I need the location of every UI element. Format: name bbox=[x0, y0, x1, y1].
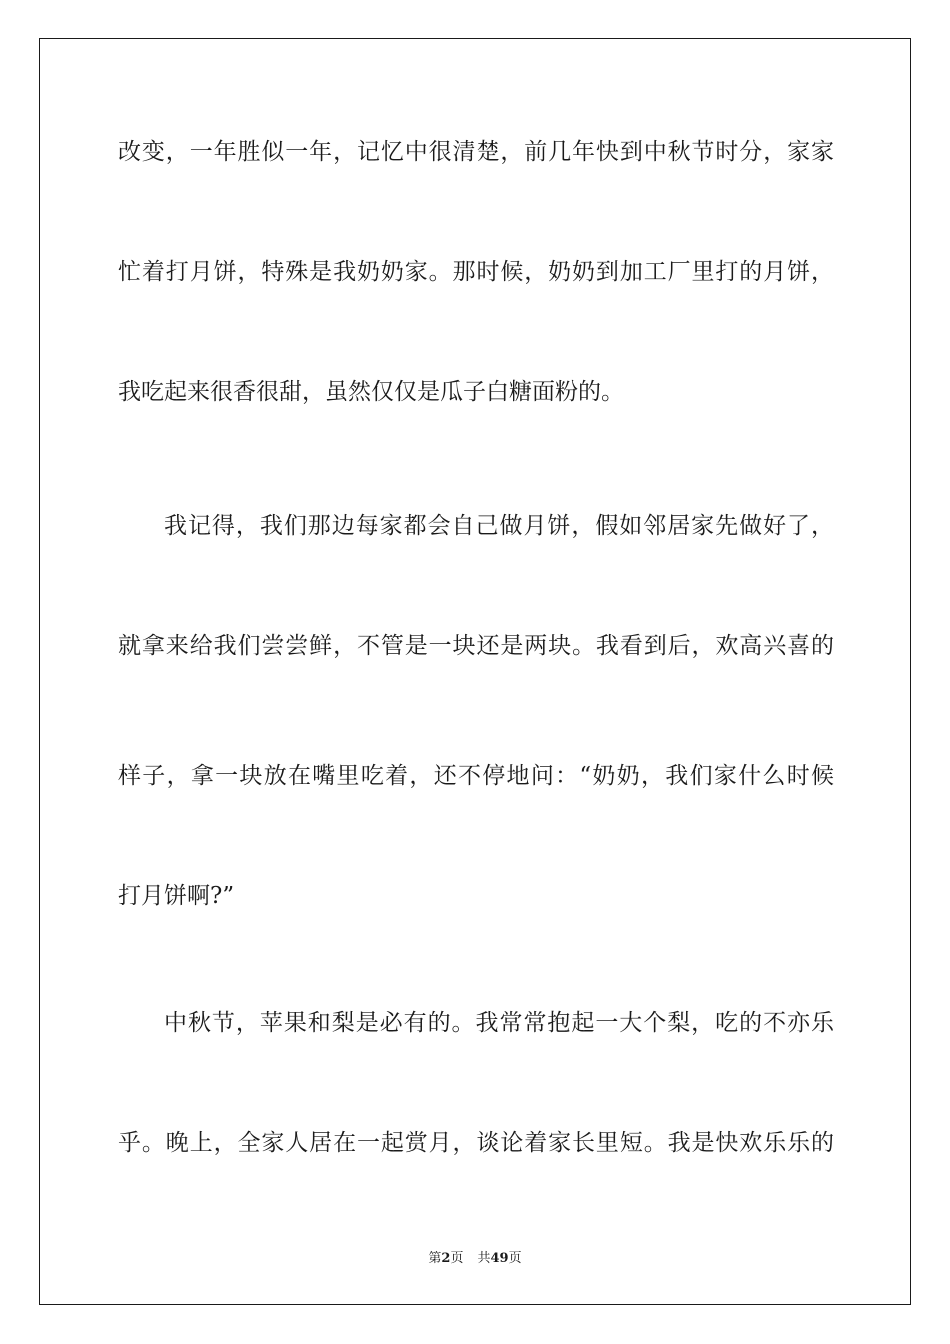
page-footer bbox=[0, 1247, 950, 1266]
total-prefix: 共 bbox=[477, 1251, 491, 1266]
paragraph-3-line-2: 乎。晚上，全家人居在一起赏月，谈论着家长里短。我是快欢乐乐的 bbox=[118, 1130, 834, 1156]
text-line-1: 改变，一年胜似一年，记忆中很清楚，前几年快到中秋节时分，家家 bbox=[118, 139, 834, 165]
paragraph-2-line-3: 样子，拿一块放在嘴里吃着，还不停地问：“奶奶，我们家什么时候 bbox=[118, 763, 834, 789]
page-prefix: 第 bbox=[428, 1251, 442, 1266]
page-number: 2 bbox=[441, 1251, 451, 1266]
paragraph-3-line-1: 中秋节，苹果和梨是必有的。我常常抱起一大个梨，吃的不亦乐 bbox=[164, 1010, 834, 1036]
total-suffix: 页 bbox=[508, 1251, 522, 1266]
page-suffix: 页 bbox=[450, 1251, 464, 1266]
total-pages: 49 bbox=[490, 1251, 509, 1266]
page-border bbox=[39, 38, 911, 1305]
paragraph-2-line-1: 我记得，我们那边每家都会自己做月饼，假如邻居家先做好了， bbox=[164, 513, 834, 539]
paragraph-2-line-4: 打月饼啊?” bbox=[118, 883, 235, 909]
text-line-3: 我吃起来很香很甜，虽然仅仅是瓜子白糖面粉的。 bbox=[118, 379, 624, 405]
text-line-2: 忙着打月饼，特殊是我奶奶家。那时候，奶奶到加工厂里打的月饼， bbox=[118, 259, 834, 285]
paragraph-2-line-2: 就拿来给我们尝尝鲜，不管是一块还是两块。我看到后，欢高兴喜的 bbox=[118, 633, 834, 659]
